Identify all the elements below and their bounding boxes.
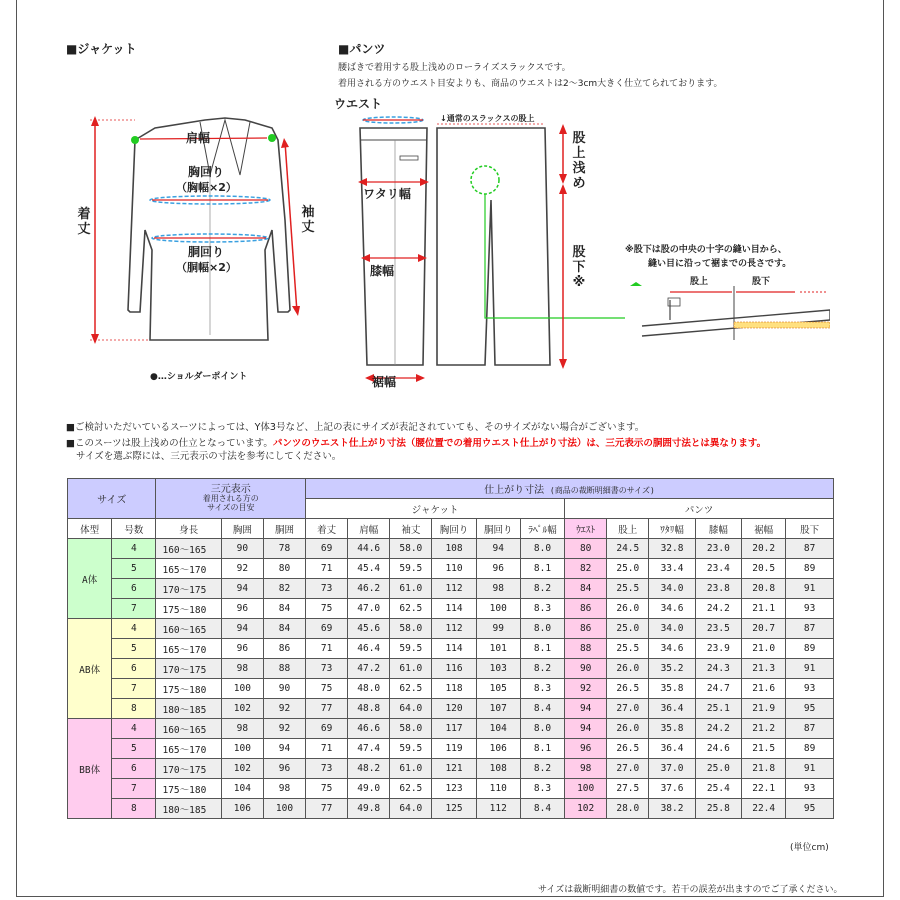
table-cell: 34.6 (649, 599, 695, 619)
normal-rise-label: ↓通常のスラックスの股上 (440, 114, 535, 123)
table-cell: 96 (221, 639, 263, 659)
table-cell: 90 (221, 539, 263, 559)
table-cell: 5 (112, 559, 156, 579)
table-cell: 45.6 (348, 619, 390, 639)
table-cell: 21.5 (742, 739, 786, 759)
table-cell: 21.0 (742, 639, 786, 659)
table-cell: 165～170 (156, 639, 221, 659)
table-cell: 23.5 (695, 619, 741, 639)
table-cell: 25.5 (607, 639, 649, 659)
table-cell: 46.2 (348, 579, 390, 599)
table-cell: 8.1 (520, 739, 564, 759)
table-cell: 21.2 (742, 719, 786, 739)
table-cell: 114 (432, 639, 476, 659)
table-cell: 26.0 (607, 599, 649, 619)
table-cell: 62.5 (390, 679, 432, 699)
table-cell: 21.8 (742, 759, 786, 779)
table-cell: 59.5 (390, 639, 432, 659)
table-cell: 36.4 (649, 699, 695, 719)
shoulder-point-legend: ●…ショルダーポイント (150, 372, 248, 382)
table-cell: 21.6 (742, 679, 786, 699)
table-cell: 73 (306, 759, 348, 779)
table-cell: 8.0 (520, 619, 564, 639)
table-cell: 8.3 (520, 599, 564, 619)
table-cell: 37.6 (649, 779, 695, 799)
table-cell: 118 (432, 679, 476, 699)
table-cell: 100 (476, 599, 520, 619)
table-row (68, 539, 834, 559)
table-cell: 26.5 (607, 679, 649, 699)
col-header: 胸囲 (221, 519, 263, 539)
table-cell: 96 (221, 599, 263, 619)
table-cell: 22.1 (742, 779, 786, 799)
table-cell: 105 (476, 679, 520, 699)
table-cell: 100 (221, 679, 263, 699)
table-cell: 21.3 (742, 659, 786, 679)
table-cell: 4 (112, 539, 156, 559)
table-cell: 47.2 (348, 659, 390, 679)
table-cell: 47.4 (348, 739, 390, 759)
table-cell: 112 (432, 579, 476, 599)
table-row (68, 619, 834, 639)
table-cell: 62.5 (390, 599, 432, 619)
table-cell: 89 (786, 639, 834, 659)
table-cell: 91 (786, 759, 834, 779)
table-cell: 61.0 (390, 759, 432, 779)
table-cell: 106 (476, 739, 520, 759)
table-cell: 170～175 (156, 659, 221, 679)
jacket-diagram (60, 80, 340, 390)
body-type-cell: BB体 (68, 719, 112, 819)
table-cell: 5 (112, 739, 156, 759)
table-cell: 94 (263, 739, 305, 759)
col-header: 胴回り (476, 519, 520, 539)
table-cell: 26.0 (607, 719, 649, 739)
table-cell: 24.2 (695, 719, 741, 739)
table-cell: 4 (112, 719, 156, 739)
table-cell: 95 (786, 699, 834, 719)
jacket-chest-sub: （胸幅×2） (176, 181, 237, 194)
table-row (68, 639, 834, 659)
table-cell: 8.1 (520, 639, 564, 659)
crotch-detail-diagram (630, 270, 830, 350)
col-header: 号数 (112, 519, 156, 539)
table-cell: 71 (306, 639, 348, 659)
table-cell: 98 (565, 759, 607, 779)
jacket-sleeve-label: 袖丈 (301, 205, 315, 235)
table-cell: 8.0 (520, 539, 564, 559)
th-finished: 仕上がり寸法 (商品の裁断明細書のサイズ) (306, 479, 834, 499)
table-cell: 92 (263, 699, 305, 719)
table-cell: 26.0 (607, 659, 649, 679)
th-sangen: 三元表示 着用される方の サイズの目安 (156, 479, 306, 519)
table-cell: 59.5 (390, 739, 432, 759)
col-header: 股上 (607, 519, 649, 539)
table-cell: 26.5 (607, 739, 649, 759)
table-cell: 108 (432, 539, 476, 559)
col-header: 胸回り (432, 519, 476, 539)
table-cell: 20.5 (742, 559, 786, 579)
table-cell: 35.8 (649, 719, 695, 739)
table-cell: 86 (565, 599, 607, 619)
table-cell: 24.7 (695, 679, 741, 699)
table-cell: 96 (565, 739, 607, 759)
table-cell: 78 (263, 539, 305, 559)
table-cell: 8.2 (520, 659, 564, 679)
col-header: 膝幅 (695, 519, 741, 539)
col-header: ｳｴｽﾄ (565, 519, 607, 539)
table-cell: 20.7 (742, 619, 786, 639)
table-row (68, 739, 834, 759)
table-cell: 104 (221, 779, 263, 799)
table-cell: 7 (112, 679, 156, 699)
table-cell: 92 (221, 559, 263, 579)
table-cell: 103 (476, 659, 520, 679)
table-cell: 49.8 (348, 799, 390, 819)
table-cell: 23.9 (695, 639, 741, 659)
table-cell: 98 (476, 579, 520, 599)
table-row (68, 679, 834, 699)
table-cell: 170～175 (156, 759, 221, 779)
table-cell: 75 (306, 599, 348, 619)
table-cell: 93 (786, 779, 834, 799)
table-cell: 98 (221, 719, 263, 739)
table-cell: 75 (306, 779, 348, 799)
table-cell: 91 (786, 579, 834, 599)
col-header: 身長 (156, 519, 221, 539)
table-cell: 112 (476, 799, 520, 819)
table-cell: 8.4 (520, 799, 564, 819)
table-row (68, 799, 834, 819)
table-cell: 117 (432, 719, 476, 739)
table-cell: 48.0 (348, 679, 390, 699)
th-pants: パンツ (565, 499, 834, 519)
table-cell: 170～175 (156, 579, 221, 599)
table-cell: 101 (476, 639, 520, 659)
table-cell: 93 (786, 599, 834, 619)
table-cell: 21.1 (742, 599, 786, 619)
table-cell: 8 (112, 699, 156, 719)
table-cell: 8.3 (520, 679, 564, 699)
table-cell: 62.5 (390, 779, 432, 799)
table-cell: 94 (565, 719, 607, 739)
table-cell: 23.8 (695, 579, 741, 599)
table-cell: 116 (432, 659, 476, 679)
table-cell: 7 (112, 779, 156, 799)
pants-heading: ■パンツ (338, 42, 386, 56)
th-jacket: ジャケット (306, 499, 565, 519)
table-row (68, 779, 834, 799)
table-cell: 93 (786, 679, 834, 699)
table-cell: 48.8 (348, 699, 390, 719)
table-cell: 59.5 (390, 559, 432, 579)
table-cell: 175～180 (156, 779, 221, 799)
table-cell: 28.0 (607, 799, 649, 819)
table-cell: 8.0 (520, 719, 564, 739)
table-cell: 8.2 (520, 579, 564, 599)
size-table (67, 478, 834, 819)
knee-label: 膝幅 (370, 264, 395, 278)
table-cell: 25.4 (695, 779, 741, 799)
col-header: 胴囲 (263, 519, 305, 539)
table-cell: 87 (786, 539, 834, 559)
table-cell: 100 (221, 739, 263, 759)
table-cell: 92 (565, 679, 607, 699)
table-cell: 121 (432, 759, 476, 779)
col-header: 裾幅 (742, 519, 786, 539)
footer-note: サイズは裁断明細書の数値です。若干の誤差が出ますのでご了承ください。 (538, 885, 843, 895)
table-cell: 94 (476, 539, 520, 559)
shoulder-point-left-icon (131, 136, 139, 144)
table-cell: 89 (786, 559, 834, 579)
table-cell: 94 (221, 579, 263, 599)
table-cell: 98 (221, 659, 263, 679)
table-cell: 86 (263, 639, 305, 659)
table-cell: 73 (306, 579, 348, 599)
table-cell: 20.2 (742, 539, 786, 559)
table-cell: 73 (306, 659, 348, 679)
table-cell: 35.2 (649, 659, 695, 679)
col-header: 袖丈 (390, 519, 432, 539)
table-cell: 38.2 (649, 799, 695, 819)
table-cell: 99 (476, 619, 520, 639)
table-cell: 48.2 (348, 759, 390, 779)
body-type-cell: A体 (68, 539, 112, 619)
col-header: ﾜﾀﾘ幅 (649, 519, 695, 539)
table-cell: 106 (221, 799, 263, 819)
table-cell: 69 (306, 539, 348, 559)
table-cell: 25.0 (695, 759, 741, 779)
table-cell: 87 (786, 719, 834, 739)
notice-3: サイズを選ぶ際には、三元表示の寸法を参考にしてください。 (76, 451, 342, 462)
table-cell: 20.8 (742, 579, 786, 599)
table-cell: 119 (432, 739, 476, 759)
table-cell: 27.5 (607, 779, 649, 799)
table-cell: 58.0 (390, 619, 432, 639)
table-row (68, 699, 834, 719)
table-cell: 75 (306, 679, 348, 699)
inseam-note-1: ※股下は股の中央の十字の縫い目から、 (625, 245, 787, 255)
table-cell: 32.8 (649, 539, 695, 559)
table-cell: 27.0 (607, 699, 649, 719)
table-cell: 8.1 (520, 559, 564, 579)
table-cell: 34.0 (649, 579, 695, 599)
table-cell: 80 (263, 559, 305, 579)
table-cell: 175～180 (156, 679, 221, 699)
table-cell: 91 (786, 659, 834, 679)
col-header: 肩幅 (348, 519, 390, 539)
table-cell: 84 (565, 579, 607, 599)
table-cell: 98 (263, 779, 305, 799)
table-row (68, 659, 834, 679)
jacket-shoulder-label: 肩幅 (186, 131, 211, 145)
table-cell: 165～170 (156, 559, 221, 579)
table-cell: 114 (432, 599, 476, 619)
table-cell: 92 (263, 719, 305, 739)
watari-label: ワタリ幅 (363, 187, 411, 201)
table-cell: 27.0 (607, 759, 649, 779)
table-cell: 37.0 (649, 759, 695, 779)
inseam-label: 股下※ (572, 245, 586, 290)
th-size: サイズ (68, 479, 156, 519)
table-cell: 82 (565, 559, 607, 579)
table-cell: 80 (565, 539, 607, 559)
table-cell: 24.5 (607, 539, 649, 559)
table-cell: 86 (565, 619, 607, 639)
table-cell: 112 (432, 619, 476, 639)
table-cell: 123 (432, 779, 476, 799)
table-cell: 34.6 (649, 639, 695, 659)
table-cell: 8.3 (520, 779, 564, 799)
table-cell: 125 (432, 799, 476, 819)
table-cell: 6 (112, 579, 156, 599)
table-cell: 77 (306, 699, 348, 719)
inseam-small-label: 股下 (752, 277, 771, 287)
table-cell: 180～185 (156, 699, 221, 719)
table-cell: 107 (476, 699, 520, 719)
table-cell: 165～170 (156, 739, 221, 759)
table-cell: 110 (476, 779, 520, 799)
table-cell: 34.0 (649, 619, 695, 639)
table-cell: 84 (263, 619, 305, 639)
col-header: 体型 (68, 519, 112, 539)
table-cell: 23.4 (695, 559, 741, 579)
table-cell: 58.0 (390, 719, 432, 739)
table-cell: 25.1 (695, 699, 741, 719)
table-cell: 49.0 (348, 779, 390, 799)
table-cell: 47.0 (348, 599, 390, 619)
table-cell: 64.0 (390, 699, 432, 719)
body-type-cell: AB体 (68, 619, 112, 719)
col-header: ﾗﾍﾟﾙ幅 (520, 519, 564, 539)
table-cell: 71 (306, 559, 348, 579)
table-cell: 24.3 (695, 659, 741, 679)
table-cell: 61.0 (390, 659, 432, 679)
table-cell: 25.0 (607, 559, 649, 579)
jacket-length-label: 着丈 (77, 207, 91, 237)
table-cell: 120 (432, 699, 476, 719)
table-cell: 8.4 (520, 699, 564, 719)
table-cell: 61.0 (390, 579, 432, 599)
table-cell: 5 (112, 639, 156, 659)
table-cell: 110 (432, 559, 476, 579)
table-cell: 94 (565, 699, 607, 719)
pants-waist-label: ウエスト (334, 97, 383, 111)
table-cell: 64.0 (390, 799, 432, 819)
table-cell: 82 (263, 579, 305, 599)
table-row (68, 759, 834, 779)
table-cell: 102 (221, 699, 263, 719)
jacket-heading: ■ジャケット (66, 42, 137, 56)
table-cell: 25.8 (695, 799, 741, 819)
table-cell: 71 (306, 739, 348, 759)
table-cell: 46.6 (348, 719, 390, 739)
table-cell: 104 (476, 719, 520, 739)
table-cell: 7 (112, 599, 156, 619)
table-cell: 21.9 (742, 699, 786, 719)
table-cell: 35.8 (649, 679, 695, 699)
table-row (68, 719, 834, 739)
rise-small-label: 股上 (690, 277, 709, 287)
table-cell: 23.0 (695, 539, 741, 559)
table-cell: 58.0 (390, 539, 432, 559)
table-cell: 95 (786, 799, 834, 819)
column-header-row (68, 519, 834, 539)
table-cell: 160～165 (156, 719, 221, 739)
jacket-waist-sub: （胴幅×2） (176, 261, 237, 274)
jacket-chest-label: 胸回り (188, 165, 225, 179)
table-cell: 24.2 (695, 599, 741, 619)
table-cell: 102 (565, 799, 607, 819)
table-cell: 90 (263, 679, 305, 699)
table-cell: 25.0 (607, 619, 649, 639)
table-cell: 90 (565, 659, 607, 679)
table-cell: 96 (476, 559, 520, 579)
notice-1: ■ご検討いただいているスーツによっては、Y体3号など、上記の表にサイズが表記されていても、そのサイズがない場合がございます。 (66, 422, 645, 433)
col-header: 着丈 (306, 519, 348, 539)
table-cell: 24.6 (695, 739, 741, 759)
hem-label: 裾幅 (372, 375, 397, 389)
table-cell: 88 (263, 659, 305, 679)
table-cell: 69 (306, 719, 348, 739)
table-cell: 160～165 (156, 619, 221, 639)
table-cell: 94 (221, 619, 263, 639)
col-header: 股下 (786, 519, 834, 539)
table-cell: 87 (786, 619, 834, 639)
unit-label: (単位cm) (790, 843, 829, 853)
table-cell: 25.5 (607, 579, 649, 599)
table-cell: 6 (112, 759, 156, 779)
table-cell: 8.2 (520, 759, 564, 779)
table-cell: 160～165 (156, 539, 221, 559)
table-cell: 6 (112, 659, 156, 679)
table-cell: 108 (476, 759, 520, 779)
jacket-waist-label: 胴回り (188, 245, 225, 259)
table-cell: 69 (306, 619, 348, 639)
table-cell: 175～180 (156, 599, 221, 619)
table-row (68, 579, 834, 599)
table-cell: 100 (263, 799, 305, 819)
pants-desc-1: 腰ばきで着用する股上浅めのローライズスラックスです。 (338, 63, 571, 73)
table-cell: 180～185 (156, 799, 221, 819)
table-cell: 33.4 (649, 559, 695, 579)
jacket-outline-icon (128, 118, 290, 340)
table-cell: 89 (786, 739, 834, 759)
rise-label: 股上浅め (572, 131, 586, 191)
table-cell: 36.4 (649, 739, 695, 759)
shoulder-point-right-icon (268, 134, 276, 142)
pants-desc-2: 着用される方のウエスト目安よりも、商品のウエストは2～3cm大きく仕立てられております。 (338, 79, 723, 89)
table-cell: 96 (263, 759, 305, 779)
table-cell: 102 (221, 759, 263, 779)
table-cell: 44.6 (348, 539, 390, 559)
table-row (68, 559, 834, 579)
table-cell: 45.4 (348, 559, 390, 579)
table-cell: 46.4 (348, 639, 390, 659)
table-row (68, 599, 834, 619)
table-cell: 100 (565, 779, 607, 799)
table-cell: 22.4 (742, 799, 786, 819)
table-cell: 84 (263, 599, 305, 619)
table-cell: 8 (112, 799, 156, 819)
table-cell: 77 (306, 799, 348, 819)
notice-2: ■このスーツは股上浅めの仕立となっています。パンツのウエスト仕上がり寸法（腰位置での着用ウエスト仕上がり寸法）は、三元表示の胴囲寸法とは異なります。 (66, 438, 767, 449)
table-cell: 88 (565, 639, 607, 659)
inseam-note-2: 縫い目に沿って裾までの長さです。 (648, 259, 792, 269)
table-cell: 4 (112, 619, 156, 639)
